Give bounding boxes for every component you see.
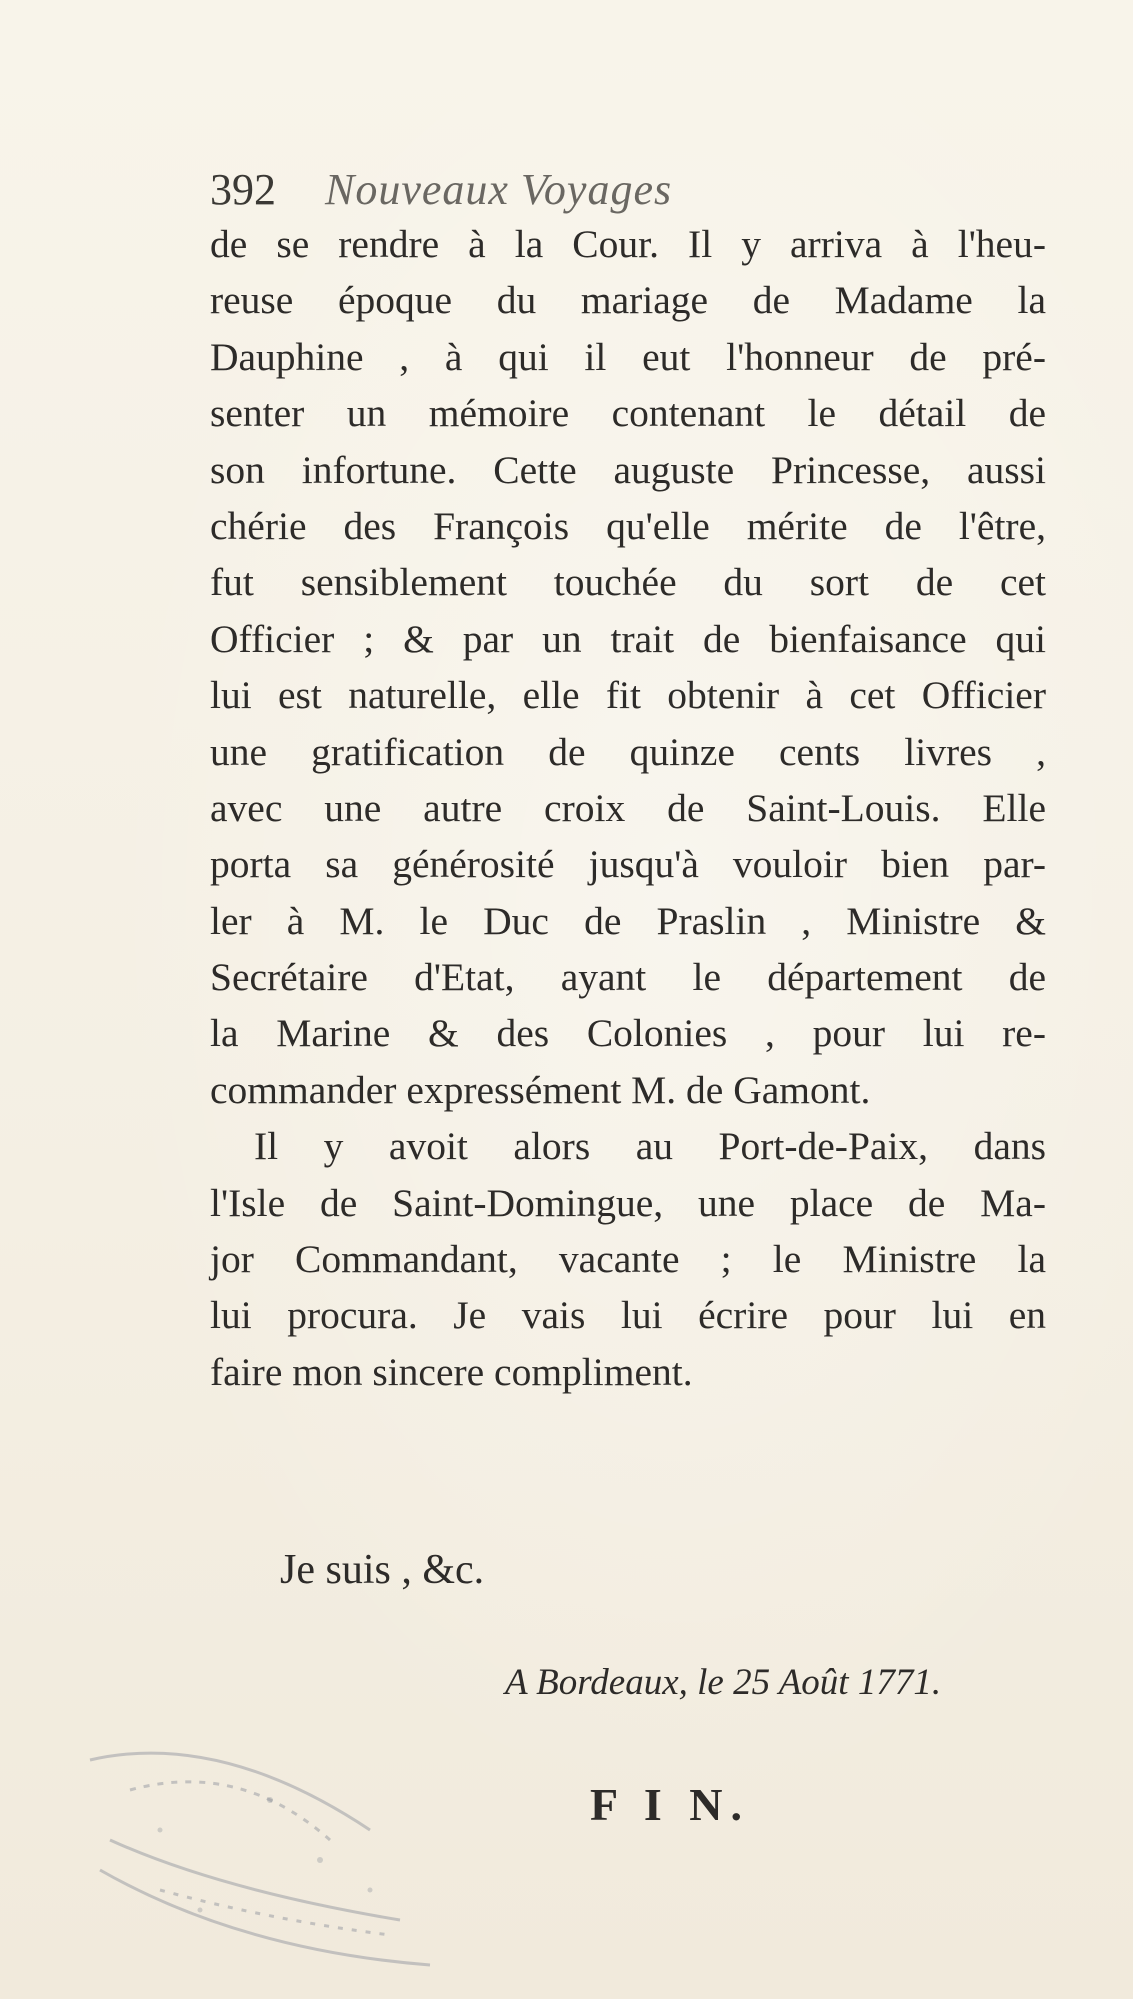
text-line: commander expressément M. de Gamont. (210, 1067, 871, 1112)
text-line: lui procura. Je vais lui écrire pour lui en (210, 1293, 1046, 1338)
text-line: senter un mémoire contenant le détail de (210, 391, 1046, 436)
page-number: 392 (210, 165, 276, 214)
text-line: la Marine & des Colonies , pour lui re- (210, 1011, 1046, 1056)
text-line: l'Isle de Saint-Domingue, une place de Ma- (210, 1180, 1046, 1225)
text-line: de se rendre à la Cour. Il y arriva à l'heu- (210, 222, 1046, 266)
library-stamp-icon (70, 1720, 450, 1970)
text-line: avec une autre croix de Saint-Louis. Elle (210, 785, 1046, 830)
running-title: Nouveaux Voyages (325, 165, 673, 214)
text-line: reuse époque du mariage de Madame la (210, 278, 1046, 323)
text-line: lui est naturelle, elle fit obtenir à cet Officier (210, 673, 1046, 718)
paragraph-start-line: Il y avoit alors au Port-de-Paix, dans (254, 1124, 1046, 1169)
text-line: porta sa générosité jusqu'à vouloir bien par- (210, 842, 1046, 887)
text-line: Officier ; & par un trait de bienfaisance qui (210, 616, 1046, 661)
text-line: une gratification de quinze cents livres , (210, 729, 1046, 774)
fin-mark: F I N. (590, 1779, 751, 1830)
text-line: Dauphine , à qui il eut l'honneur de pré- (210, 334, 1046, 379)
closing-salutation: Je suis , &c. (280, 1547, 485, 1593)
page-header (210, 160, 910, 220)
text-line: ler à M. le Duc de Praslin , Ministre & (210, 898, 1046, 943)
body-text (210, 216, 1046, 1400)
text-line: son infortune. Cette auguste Princesse, aussi (210, 447, 1046, 492)
text-line: chérie des François qu'elle mérite de l'être, (210, 503, 1046, 548)
dateline: A Bordeaux, le 25 Août 1771. (505, 1662, 942, 1703)
text-line: fut sensiblement touchée du sort de cet (210, 560, 1046, 605)
text-line: jor Commandant, vacante ; le Ministre la (210, 1237, 1046, 1282)
text-line: faire mon sincere compliment. (210, 1349, 693, 1394)
text-line: Secrétaire d'Etat, ayant le département de (210, 955, 1046, 1000)
